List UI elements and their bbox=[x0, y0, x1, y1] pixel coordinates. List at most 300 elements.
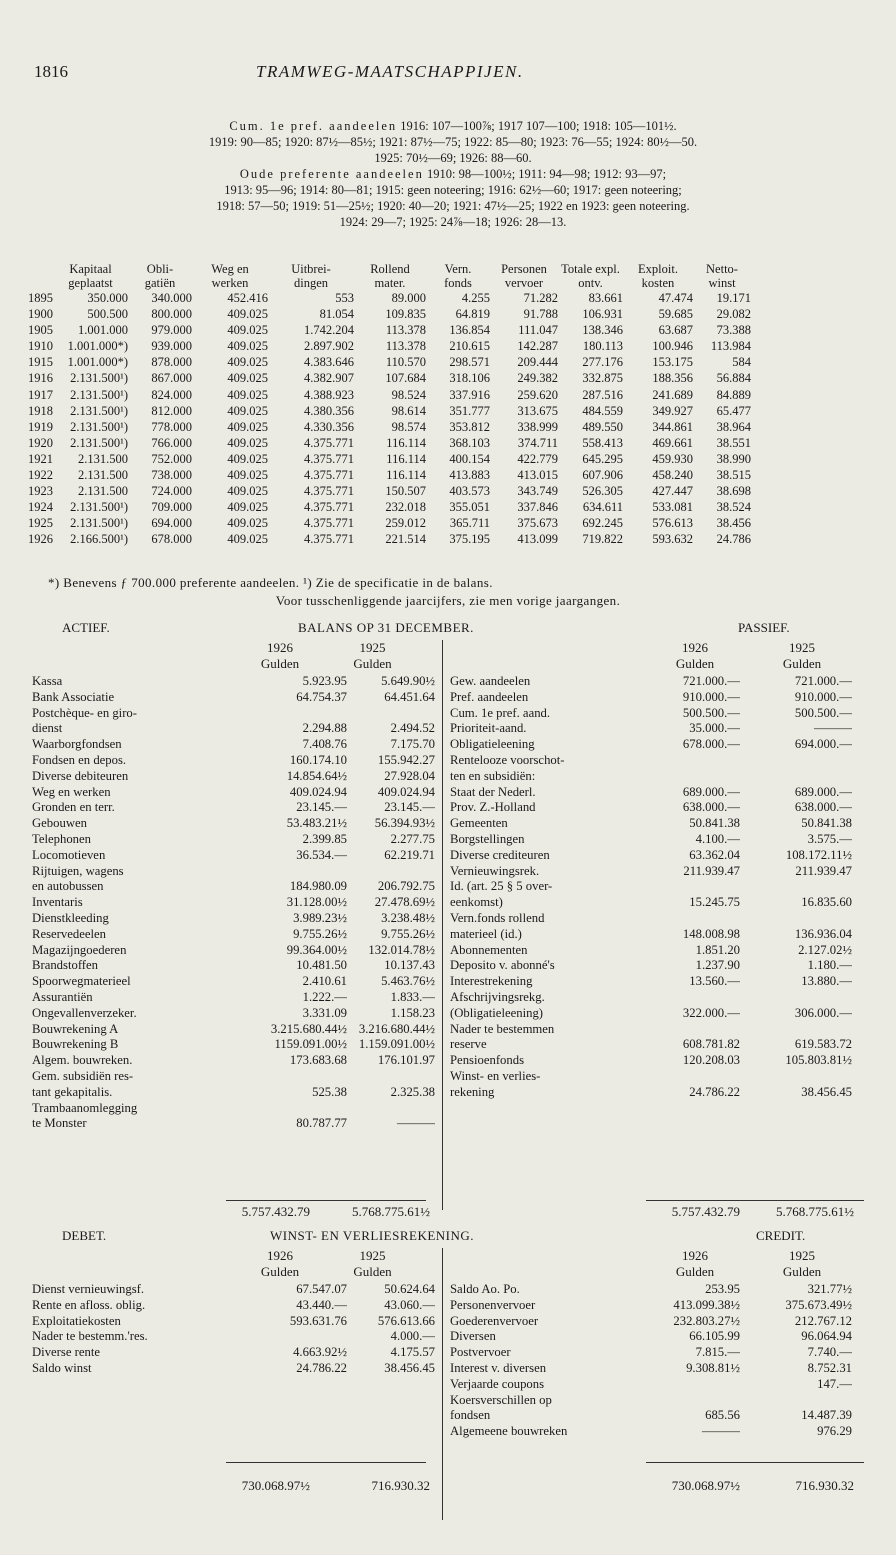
ledger-row bbox=[450, 785, 852, 801]
value-cell: 210.615 bbox=[449, 339, 490, 354]
ledger-row bbox=[32, 879, 435, 895]
note-previous-years: Voor tusschenliggende jaarcijfers, zie men vorige jaargangen. bbox=[275, 593, 621, 608]
ledger-item-label: Assurantiën bbox=[32, 989, 93, 1004]
value-cell: 298.571 bbox=[449, 355, 490, 370]
column-header: vervoer bbox=[504, 276, 544, 290]
ledger-row bbox=[32, 911, 435, 927]
ledger-item-label: Algemeene bouwreken bbox=[450, 1424, 568, 1439]
value-cell: 91.788 bbox=[523, 307, 558, 322]
winst-divider bbox=[442, 1248, 443, 1520]
value-cell: 38.515 bbox=[716, 468, 751, 483]
value-cell: 63.687 bbox=[658, 323, 693, 338]
ledger-amount: 4.100.— bbox=[695, 831, 740, 846]
value-cell: 400.154 bbox=[449, 451, 490, 466]
credit-total-1926: 730.068.97½ bbox=[671, 1478, 740, 1493]
ledger-item-label: Goederenvervoer bbox=[450, 1313, 539, 1328]
ledger-row bbox=[32, 927, 435, 943]
ledger-amount bbox=[740, 1393, 852, 1409]
value-cell: 355.051 bbox=[449, 500, 490, 515]
value-cell: 29.082 bbox=[716, 307, 751, 322]
ledger-amount: 638.000.— bbox=[794, 800, 852, 815]
ledger-row bbox=[32, 721, 435, 737]
ledger-row bbox=[32, 990, 435, 1006]
value-cell: 84.889 bbox=[716, 387, 751, 402]
ledger-amount: 638.000.— bbox=[682, 800, 740, 815]
ledger-item-label: fondsen bbox=[450, 1408, 491, 1423]
ledger-item-label: Reservedeelen bbox=[32, 926, 106, 941]
ledger-item-label: Bank Associatie bbox=[32, 689, 115, 704]
ledger-item-label: tant gekapitalis. bbox=[32, 1084, 113, 1099]
ledger-amount bbox=[237, 1440, 347, 1456]
ledger-amount: 1.222.— bbox=[302, 989, 347, 1004]
credit-table bbox=[450, 1282, 852, 1456]
ledger-amount: 2.410.61 bbox=[302, 974, 347, 989]
ledger-amount bbox=[237, 864, 347, 880]
ledger-row bbox=[32, 832, 435, 848]
value-cell: 2.131.500¹) bbox=[70, 403, 128, 418]
ledger-amount: 184.980.09 bbox=[289, 879, 347, 894]
ledger-item-label: Exploitatiekosten bbox=[32, 1313, 121, 1328]
value-cell: 113.378 bbox=[385, 323, 426, 338]
ledger-amount: ——— bbox=[701, 1424, 740, 1439]
quote-line bbox=[30, 214, 876, 230]
passief-total-1925: 5.768.775.61½ bbox=[776, 1204, 854, 1219]
ledger-amount bbox=[237, 1377, 347, 1393]
value-cell: 71.282 bbox=[523, 291, 558, 305]
balance-divider bbox=[442, 640, 443, 1210]
value-cell: 116.114 bbox=[386, 468, 426, 483]
page-number: 1816 bbox=[34, 62, 68, 81]
value-cell: 709.000 bbox=[151, 500, 192, 515]
ledger-amount: 206.792.75 bbox=[377, 879, 435, 894]
ledger-row bbox=[450, 1116, 852, 1132]
ledger-amount bbox=[347, 1377, 435, 1393]
table-row bbox=[28, 515, 751, 531]
ledger-item-label bbox=[32, 1393, 237, 1409]
footnote: *) Benevens ƒ 700.000 preferente aandeelen. ¹) Zie de specificatie in de balans. bbox=[48, 575, 493, 590]
value-cell: 24.786 bbox=[716, 532, 751, 547]
ledger-row bbox=[32, 1282, 435, 1298]
column-header bbox=[28, 276, 53, 290]
value-cell: 553 bbox=[335, 291, 354, 305]
ledger-amount bbox=[650, 879, 740, 895]
ledger-amount bbox=[740, 1116, 852, 1132]
ledger-amount: 148.008.98 bbox=[682, 926, 740, 941]
quote-line bbox=[30, 150, 876, 166]
ledger-item-label: Spoorwegmaterieel bbox=[32, 974, 131, 989]
ledger-item-label: Postvervoer bbox=[450, 1345, 511, 1360]
value-cell: 979.000 bbox=[151, 323, 192, 338]
ledger-amount: 694.000.— bbox=[794, 737, 852, 752]
table-row bbox=[28, 451, 751, 467]
column-header: winst bbox=[708, 276, 736, 290]
value-cell: 349.927 bbox=[652, 403, 693, 418]
ledger-item-label: Gemeenten bbox=[450, 816, 508, 831]
value-cell: 2.131.500¹) bbox=[70, 371, 128, 386]
ledger-item-label: Kassa bbox=[32, 674, 63, 688]
ledger-amount: 1159.091.00½ bbox=[274, 1037, 347, 1052]
running-title: TRAMWEG-MAATSCHAPPIJEN. bbox=[256, 62, 524, 81]
actief-table bbox=[32, 674, 435, 1132]
ledger-amount: 35.000.— bbox=[689, 721, 740, 736]
ledger-row bbox=[32, 800, 435, 816]
actief-total-1926: 5.757.432.79 bbox=[241, 1204, 310, 1219]
value-cell: 351.777 bbox=[449, 403, 490, 418]
value-cell: 878.000 bbox=[151, 355, 192, 370]
ledger-item-label: Pref. aandeelen bbox=[450, 689, 529, 704]
table-row bbox=[28, 499, 751, 515]
table-row bbox=[28, 435, 751, 451]
value-cell: 142.287 bbox=[517, 339, 558, 354]
total-rule bbox=[646, 1200, 864, 1201]
column-header: ontv. bbox=[578, 276, 603, 290]
ledger-amount: 721.000.— bbox=[794, 674, 852, 688]
ledger-row bbox=[450, 848, 852, 864]
ledger-row bbox=[32, 1085, 435, 1101]
value-cell: 4.255 bbox=[461, 291, 490, 305]
ledger-item-label bbox=[450, 1116, 650, 1132]
value-cell: 340.000 bbox=[151, 291, 192, 305]
value-cell: 489.550 bbox=[582, 419, 623, 434]
ledger-item-label: Prov. Z.-Holland bbox=[450, 800, 536, 815]
ledger-row bbox=[32, 690, 435, 706]
ledger-amount: 67.547.07 bbox=[296, 1282, 347, 1296]
value-cell: 38.964 bbox=[716, 419, 751, 434]
value-cell: 4.388.923 bbox=[304, 387, 354, 402]
ledger-amount bbox=[237, 1101, 347, 1117]
column-header bbox=[28, 262, 53, 276]
ledger-amount bbox=[650, 769, 740, 785]
value-cell: 939.000 bbox=[151, 339, 192, 354]
ledger-amount: 4.175.57 bbox=[390, 1345, 435, 1360]
value-cell: 56.884 bbox=[716, 371, 751, 386]
value-cell: 2.131.500¹) bbox=[70, 435, 128, 450]
unit-header: Gulden bbox=[260, 656, 300, 671]
ledger-amount: 99.364.00½ bbox=[286, 942, 347, 957]
table-row bbox=[28, 322, 751, 338]
ledger-amount: 678.000.— bbox=[682, 737, 740, 752]
value-cell: 403.573 bbox=[449, 484, 490, 499]
column-header: kosten bbox=[641, 276, 675, 290]
value-cell: 113.984 bbox=[710, 339, 751, 354]
ledger-row bbox=[450, 674, 852, 690]
ledger-item-label: Staat der Nederl. bbox=[450, 784, 536, 799]
unit-header: Gulden bbox=[782, 1264, 822, 1279]
unit-header: Gulden bbox=[782, 656, 822, 671]
ledger-amount: 50.841.38 bbox=[689, 816, 740, 831]
ledger-item-label: Postchèque- en giro- bbox=[32, 705, 137, 720]
ledger-amount: 211.939.47 bbox=[683, 863, 740, 878]
ledger-item-label: Rijtuigen, wagens bbox=[32, 863, 124, 878]
value-cell: 188.356 bbox=[652, 371, 693, 386]
table-row bbox=[28, 531, 751, 547]
ledger-item-label: Waarborgfondsen bbox=[32, 737, 122, 752]
ledger-amount: 1.851.20 bbox=[695, 942, 740, 957]
ledger-amount: 413.099.38½ bbox=[673, 1297, 740, 1312]
ledger-item-label: Deposito v. abonné's bbox=[450, 958, 555, 973]
ledger-row bbox=[450, 832, 852, 848]
value-cell: 209.444 bbox=[517, 355, 558, 370]
passief-total-1926: 5.757.432.79 bbox=[671, 1204, 740, 1219]
actief-label: ACTIEF. bbox=[62, 620, 110, 635]
quote-line bbox=[30, 166, 876, 182]
year-cell: 1905 bbox=[28, 323, 53, 338]
ledger-row bbox=[32, 1022, 435, 1038]
value-cell: 116.114 bbox=[386, 451, 426, 466]
value-cell: 1.001.000*) bbox=[67, 355, 128, 370]
year-cell: 1900 bbox=[28, 307, 53, 322]
year-header: 1925 bbox=[359, 1248, 386, 1263]
value-cell: 107.684 bbox=[385, 371, 426, 386]
ledger-row bbox=[450, 1408, 852, 1424]
value-cell: 4.375.771 bbox=[304, 532, 354, 547]
ledger-amount: 5.463.76½ bbox=[381, 974, 435, 989]
ledger-row bbox=[32, 1006, 435, 1022]
table-row bbox=[28, 306, 751, 322]
quote-line-text: 1916: 107—100⅞; 1917 107—100; 1918: 105—101½. bbox=[397, 119, 677, 133]
ledger-amount: 24.786.22 bbox=[296, 1360, 347, 1375]
ledger-amount: 2.494.52 bbox=[390, 721, 435, 736]
value-cell: 2.131.500 bbox=[78, 468, 128, 483]
year-cell: 1925 bbox=[28, 516, 53, 531]
year-header: 1925 bbox=[789, 1248, 815, 1263]
ledger-amount: 685.56 bbox=[705, 1408, 740, 1423]
ledger-row bbox=[32, 1345, 435, 1361]
ledger-amount bbox=[650, 1022, 740, 1038]
quote-line-text: 1925: 70½—69; 1926: 88—60. bbox=[374, 151, 532, 165]
unit-header: Gulden bbox=[353, 1264, 392, 1279]
ledger-amount: 160.174.10 bbox=[289, 752, 347, 767]
credit-total-1925: 716.930.32 bbox=[795, 1478, 854, 1493]
ledger-amount: 3.238.48½ bbox=[381, 910, 435, 925]
stats-header-row bbox=[28, 262, 751, 276]
ledger-row bbox=[450, 1393, 852, 1409]
ledger-amount: 27.928.04 bbox=[384, 768, 435, 783]
ledger-row bbox=[32, 958, 435, 974]
value-cell: 337.846 bbox=[517, 500, 558, 515]
ledger-amount: 2.325.38 bbox=[390, 1084, 435, 1099]
value-cell: 576.613 bbox=[652, 516, 693, 531]
passief-label: PASSIEF. bbox=[738, 620, 790, 635]
column-header: Totale expl. bbox=[561, 262, 620, 276]
table-row bbox=[28, 483, 751, 499]
ledger-amount bbox=[740, 990, 852, 1006]
ledger-amount bbox=[237, 706, 347, 722]
ledger-row bbox=[450, 1022, 852, 1038]
ledger-item-label: Afschrijvingsrekg. bbox=[450, 989, 545, 1004]
ledger-item-label: Trambaanomlegging bbox=[32, 1100, 138, 1115]
total-rule bbox=[226, 1200, 426, 1201]
ledger-amount: 2.277.75 bbox=[390, 831, 435, 846]
ledger-amount bbox=[237, 1329, 347, 1345]
ledger-row bbox=[450, 1424, 852, 1440]
value-cell: 2.897.902 bbox=[304, 339, 354, 354]
value-cell: 458.240 bbox=[652, 468, 693, 483]
ledger-amount bbox=[650, 1116, 740, 1132]
value-cell: 4.380.356 bbox=[304, 403, 354, 418]
ledger-item-label bbox=[32, 1377, 237, 1393]
year-cell: 1919 bbox=[28, 419, 53, 434]
ledger-amount: 211.939.47 bbox=[795, 863, 852, 878]
value-cell: 409.025 bbox=[227, 516, 268, 531]
value-cell: 484.559 bbox=[582, 403, 623, 418]
ledger-row bbox=[32, 753, 435, 769]
ledger-row bbox=[450, 1298, 852, 1314]
ledger-item-label: te Monster bbox=[32, 1116, 87, 1131]
value-cell: 409.025 bbox=[227, 451, 268, 466]
ledger-row bbox=[32, 1361, 435, 1377]
year-header: 1925 bbox=[789, 640, 815, 655]
column-header: Weg en bbox=[211, 262, 249, 276]
column-header: Uitbrei- bbox=[291, 262, 331, 276]
ledger-amount: 7.408.76 bbox=[302, 737, 347, 752]
ledger-row bbox=[450, 864, 852, 880]
ledger-amount: 500.500.— bbox=[682, 705, 740, 720]
ledger-amount: 3.575.— bbox=[807, 831, 852, 846]
quote-line-text: 1918: 57—50; 1919: 51—25½; 1920: 40—20; 1921: 47½—25; 1922 en 1923: geen noteering. bbox=[216, 199, 690, 213]
value-cell: 2.131.500 bbox=[78, 451, 128, 466]
value-cell: 38.551 bbox=[716, 435, 751, 450]
value-cell: 38.990 bbox=[716, 451, 751, 466]
ledger-amount bbox=[650, 990, 740, 1006]
ledger-amount: 64.451.64 bbox=[384, 689, 435, 704]
ledger-item-label: Interest v. diversen bbox=[450, 1360, 547, 1375]
value-cell: 375.673 bbox=[517, 516, 558, 531]
ledger-row bbox=[450, 737, 852, 753]
value-cell: 19.171 bbox=[716, 291, 751, 305]
column-header: Exploit. bbox=[638, 262, 678, 276]
ledger-amount: 4.663.92½ bbox=[293, 1345, 347, 1360]
ledger-amount: 322.000.— bbox=[682, 1005, 740, 1020]
ledger-amount bbox=[740, 1101, 852, 1117]
ledger-amount bbox=[347, 1069, 435, 1085]
ledger-amount: 56.394.93½ bbox=[374, 816, 435, 831]
year-cell: 1918 bbox=[28, 403, 53, 418]
table-row bbox=[28, 354, 751, 370]
value-cell: 374.711 bbox=[517, 435, 558, 450]
value-cell: 136.854 bbox=[449, 323, 490, 338]
ledger-item-label: Gebouwen bbox=[32, 816, 87, 831]
quote-line bbox=[30, 198, 876, 214]
ledger-amount: 306.000.— bbox=[794, 1005, 852, 1020]
ledger-amount: 253.95 bbox=[705, 1282, 740, 1296]
value-cell: 409.025 bbox=[227, 387, 268, 402]
ledger-row bbox=[450, 1361, 852, 1377]
ledger-item-label: Brandstoffen bbox=[32, 958, 99, 973]
ledger-amount: 10.481.50 bbox=[296, 958, 347, 973]
ledger-row bbox=[450, 958, 852, 974]
ledger-row bbox=[32, 1314, 435, 1330]
ledger-row bbox=[32, 1377, 435, 1393]
ledger-row bbox=[32, 1116, 435, 1132]
ledger-item-label: Vern.fonds rollend bbox=[450, 910, 545, 925]
ledger-row bbox=[450, 769, 852, 785]
value-cell: 526.305 bbox=[582, 484, 623, 499]
ledger-amount bbox=[650, 911, 740, 927]
column-header: gatiën bbox=[144, 276, 176, 290]
unit-header: Gulden bbox=[260, 1264, 300, 1279]
ledger-item-label: Diverse rente bbox=[32, 1345, 100, 1360]
ledger-amount: 155.942.27 bbox=[377, 752, 435, 767]
value-cell: 593.632 bbox=[652, 532, 693, 547]
value-cell: 738.000 bbox=[151, 468, 192, 483]
actief-total-1925: 5.768.775.61½ bbox=[352, 1204, 430, 1219]
ledger-amount: ——— bbox=[396, 1116, 435, 1131]
column-header: geplaatst bbox=[68, 276, 113, 290]
ledger-item-label: Diverse crediteuren bbox=[450, 847, 550, 862]
ledger-amount: 9.755.26½ bbox=[381, 926, 435, 941]
value-cell: 766.000 bbox=[151, 435, 192, 450]
ledger-amount: 13.560.— bbox=[689, 974, 740, 989]
ledger-row bbox=[32, 706, 435, 722]
ledger-amount: 80.787.77 bbox=[296, 1116, 347, 1131]
year-cell: 1910 bbox=[28, 339, 53, 354]
value-cell: 4.375.771 bbox=[304, 484, 354, 499]
ledger-item-label: Inventaris bbox=[32, 895, 83, 910]
table-row bbox=[28, 290, 751, 306]
ledger-amount bbox=[347, 1440, 435, 1456]
value-cell: 500.500 bbox=[87, 307, 128, 322]
value-cell: 409.025 bbox=[227, 339, 268, 354]
ledger-row bbox=[450, 943, 852, 959]
value-cell: 150.507 bbox=[385, 484, 426, 499]
ledger-amount bbox=[347, 864, 435, 880]
value-cell: 73.388 bbox=[716, 323, 751, 338]
value-cell: 116.114 bbox=[386, 435, 426, 450]
value-cell: 241.689 bbox=[652, 387, 693, 402]
ledger-amount: 16.835.60 bbox=[801, 895, 852, 910]
value-cell: 64.819 bbox=[455, 307, 490, 322]
value-cell: 38.524 bbox=[716, 500, 751, 515]
value-cell: 1.742.204 bbox=[304, 323, 354, 338]
ledger-item-label: Algem. bouwreken. bbox=[32, 1053, 133, 1068]
passief-table bbox=[450, 674, 852, 1132]
ledger-item-label: Diversen bbox=[450, 1329, 496, 1344]
total-rule bbox=[226, 1462, 426, 1463]
value-cell: 422.779 bbox=[517, 451, 558, 466]
quote-line bbox=[30, 182, 876, 198]
value-cell: 4.375.771 bbox=[304, 468, 354, 483]
column-header: werken bbox=[211, 276, 249, 290]
value-cell: 344.861 bbox=[652, 419, 693, 434]
value-cell: 2.131.500¹) bbox=[70, 500, 128, 515]
quote-line-label: Oude preferente aandeelen bbox=[239, 167, 424, 181]
value-cell: 106.931 bbox=[582, 307, 623, 322]
ledger-amount: 10.137.43 bbox=[384, 958, 435, 973]
value-cell: 409.025 bbox=[227, 307, 268, 322]
ledger-amount: 173.683.68 bbox=[289, 1053, 347, 1068]
ledger-item-label: Gew. aandeelen bbox=[450, 674, 531, 688]
ledger-item-label bbox=[32, 1424, 237, 1440]
ledger-item-label: Fondsen en depos. bbox=[32, 752, 127, 767]
ledger-row bbox=[32, 1329, 435, 1345]
value-cell: 867.000 bbox=[151, 371, 192, 386]
value-cell: 4.375.771 bbox=[304, 516, 354, 531]
ledger-item-label: eenkomst) bbox=[450, 895, 503, 910]
quote-line-text: 1924: 29—7; 1925: 24⅞—18; 1926: 28—13. bbox=[339, 215, 567, 229]
year-cell: 1916 bbox=[28, 371, 53, 386]
ledger-item-label: Gronden en terr. bbox=[32, 800, 115, 815]
ledger-row bbox=[450, 1377, 852, 1393]
quote-line bbox=[30, 134, 876, 150]
ledger-amount: 3.989.23½ bbox=[293, 910, 347, 925]
year-header: 1926 bbox=[682, 1248, 708, 1263]
ledger-item-label: ten en subsidiën: bbox=[450, 768, 536, 783]
ledger-amount: 608.781.82 bbox=[682, 1037, 740, 1052]
value-cell: 338.999 bbox=[517, 419, 558, 434]
ledger-amount bbox=[650, 1101, 740, 1117]
ledger-amount: 1.159.091.00½ bbox=[358, 1037, 435, 1052]
